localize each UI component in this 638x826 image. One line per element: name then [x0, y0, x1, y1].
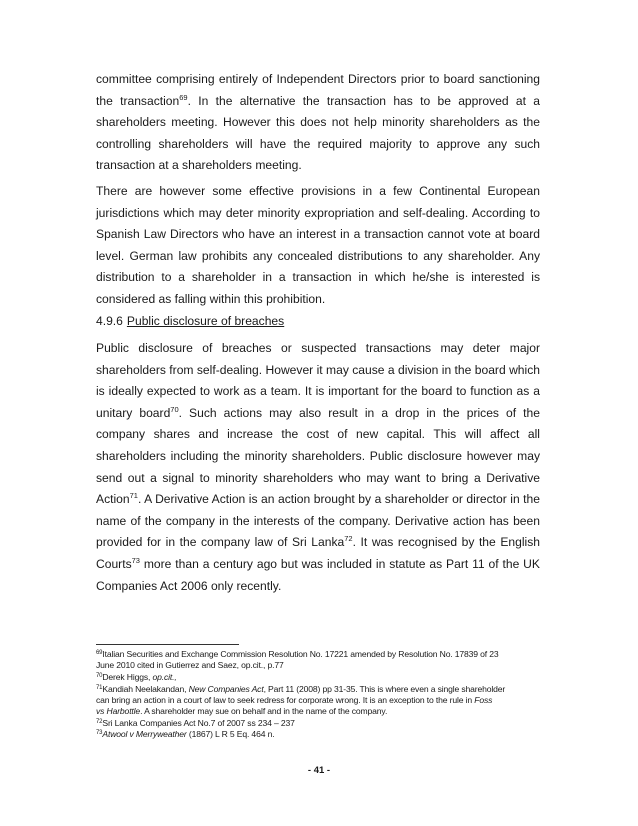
section-title: Public disclosure of breaches: [126, 314, 285, 328]
footnote-71-text-3: . A shareholder may sue on behalf and in the name of the company.: [140, 706, 388, 716]
paragraph-1: [96, 69, 540, 177]
footnote-71-text-2: can bring an action in a court of law to seek redress for corporate wrong. It is an exception to the rule in: [96, 695, 475, 705]
footnote-73-number: 73: [96, 730, 103, 736]
footnote-ref-69[interactable]: 69: [179, 92, 188, 102]
footnote-69-text-1: Italian Securities and Exchange Commission Resolution No. 17221 amended by Resolution No. 17839 of 23: [102, 649, 499, 659]
page-number: - 41 -: [307, 765, 331, 776]
footnote-ref-71[interactable]: 71: [129, 491, 138, 501]
footnote-72-number: 72: [96, 719, 103, 725]
footnote-70: [96, 672, 540, 683]
footnote-72-text: Sri Lanka Companies Act No.7 of 2007 ss 234 – 237: [102, 718, 295, 728]
footnote-69-line-1: [96, 649, 540, 660]
footnote-71-author: Kandiah Neelakandan,: [102, 684, 189, 694]
footnote-70-author: Derek Higgs,: [102, 672, 153, 682]
paragraph-2: There are however some effective provisions in a few Continental European jurisdictions which may deter minority expropriation and self-dealing. According to Spanish Law Directors who have an interest in a transaction cannot vote at board level. German law prohibits any concealed distributions to any shareholder. Any distribution to a shareholder in a transaction in which he/she is interested is considered as falling within this prohibition.: [96, 184, 540, 306]
paragraph-3-text-b: . Such actions may also result in a drop in the prices of the company shares and increase the cost of new capital. This will affect all shareholders including the minority shareholders. Public disclosure however may send out a signal to minority shareholders who may want to bring a Derivative Action: [96, 405, 540, 507]
footnote-69-number: 69: [96, 650, 103, 656]
footnote-70-number: 70: [96, 673, 103, 679]
footnote-73: [96, 729, 540, 740]
footnote-separator: [96, 644, 239, 645]
footnote-72: [96, 718, 540, 729]
footnote-ref-73[interactable]: 73: [131, 555, 140, 565]
footnote-69-line-2: June 2010 cited in Gutierrez and Saez, op.cit., p.77: [96, 660, 284, 670]
paragraph-3: [96, 338, 540, 597]
paragraph-1-text-b: . In the alternative the transaction has to be approved at a shareholders meeting. However this does not help minority shareholders as the controlling shareholders will have the required majority to approve any such transaction at a shareholders meeting.: [96, 93, 541, 173]
footnote-71-line-1: [96, 684, 540, 695]
paragraph-3-text-a: Public disclosure of breaches or suspected transactions may deter major shareholders from self-dealing. However it may cause a division in the board which is ideally expected to work as a team. It is important for the board to function as a unitary board: [96, 341, 540, 420]
paragraph-3-text-e: more than a century ago but was included in statute as Part 11 of the UK Companies Act 2006 only recently.: [96, 556, 540, 593]
footnote-71-number: 71: [96, 685, 103, 691]
footnote-71-case-a: Foss: [474, 695, 493, 705]
footnote-73-case: Atwool v Merryweather: [102, 729, 187, 739]
footnote-ref-70[interactable]: 70: [170, 404, 179, 414]
paragraph-1-text-a: committee comprising entirely of Independent Directors prior to board sanctioning the transaction: [96, 72, 540, 108]
footnote-71-case-b: vs Harbottle: [96, 706, 141, 716]
footnote-73-citation: (1867) L R 5 Eq. 464 n.: [186, 729, 275, 739]
paragraph-3-text-c: . A Derivative Action is an action brought by a shareholder or director in the name of the company in the interests of the company. Derivative action has been provided for in the company law of Sri Lanka: [96, 492, 540, 550]
paragraph-3-text-d: . It was recognised by the English Courts: [96, 535, 540, 571]
footnote-71-book-title: New Companies Act: [188, 684, 264, 694]
section-number: 4.9.6: [96, 314, 123, 328]
footnote-70-ref: op.cit.,: [152, 672, 177, 682]
footnote-71-line-3: [96, 706, 540, 717]
footnote-ref-72[interactable]: 72: [344, 534, 353, 544]
section-heading: [96, 313, 284, 329]
footnote-71-text-1: , Part 11 (2008) pp 31-35. This is where even a single shareholder: [263, 684, 506, 694]
footnote-71-line-2: [96, 695, 540, 706]
